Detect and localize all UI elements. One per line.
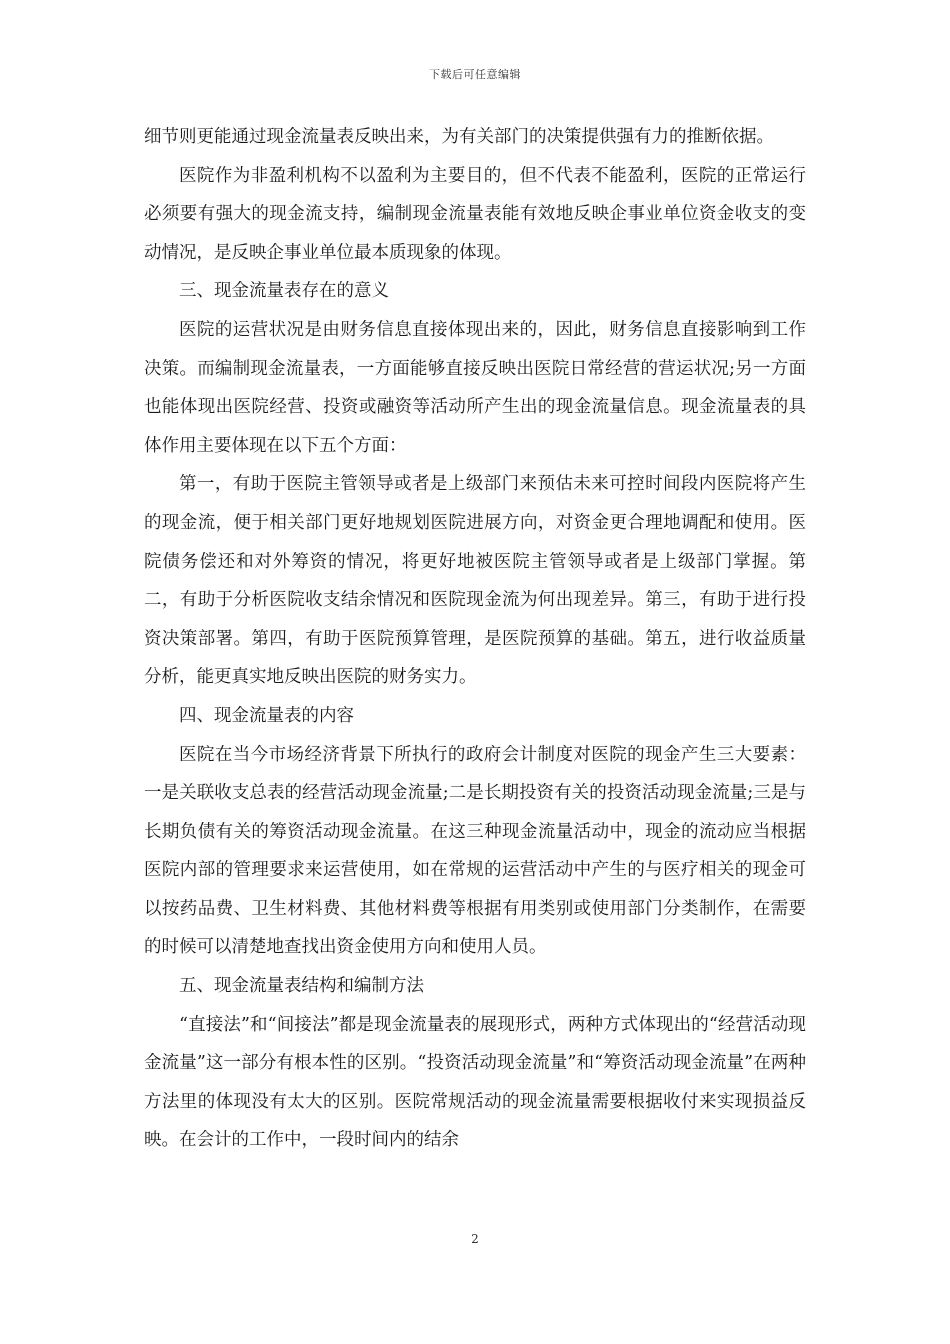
page-number: 2 xyxy=(471,1232,479,1246)
paragraph-4: 第一，有助于医院主管领导或者是上级部门来预估未来可控时间段内医院将产生的现金流，便于相关部门更好地规划医院进展方向，对资金更合理地调配和使用。医院债务偿还和对外筹资的情况，将更好地被医院主管领导或者是上级部门掌握。第二，有助于分析医院收支结余情况和医院现金流为何出现差异。第三，有助于进行投资决策部署。第四，有助于医院预算管理，是医院预算的基础。第五，进行收益质量分析，能更真实地反映出医院的财务实力。 xyxy=(144,474,806,688)
document-body xyxy=(144,118,806,1160)
section-heading-3: 三、现金流量表存在的意义 xyxy=(179,281,389,302)
paragraph-1: 细节则更能通过现金流量表反映出来，为有关部门的决策提供强有力的推断依据。 xyxy=(144,127,774,147)
section-heading-4: 四、现金流量表的内容 xyxy=(179,705,354,726)
paragraph-3: 医院的运营状况是由财务信息直接体现出来的，因此，财务信息直接影响到工作决策。而编制现金流量表，一方面能够直接反映出医院日常经营的营运状况;另一方面也能体现出医院经营、投资或融资等活动所产生出的现金流量信息。现金流量表的具体作用主要体现在以下五个方面： xyxy=(144,319,806,456)
page-header: 下载后可任意编辑 xyxy=(429,68,521,81)
paragraph-2: 医院作为非盈利机构不以盈利为主要目的，但不代表不能盈利，医院的正常运行必须要有强大的现金流支持，编制现金流量表能有效地反映企事业单位资金收支的变动情况，是反映企事业单位最本质现象的体现。 xyxy=(144,165,806,263)
paragraph-6: “直接法”和“间接法”都是现金流量表的展现形式，两种方式体现出的“经营活动现金流量”这一部分有根本性的区别。“投资活动现金流量”和“筹资活动现金流量”在两种方法里的体现没有太大的区别。医院常规活动的现金流量需要根据收付来实现损益反映。在会计的工作中，一段时间内的结余 xyxy=(144,1014,806,1151)
paragraph-5: 医院在当今市场经济背景下所执行的政府会计制度对医院的现金产生三大要素：一是关联收支总表的经营活动现金流量;二是长期投资有关的投资活动现金流量;三是与长期负债有关的筹资活动现金流量。在这三种现金流量活动中，现金的流动应当根据医院内部的管理要求来运营使用，如在常规的运营活动中产生的与医疗相关的现金可以按药品费、卫生材料费、其他材料费等根据有用类别或使用部门分类制作，在需要的时候可以清楚地查找出资金使用方向和使用人员。 xyxy=(144,744,806,958)
section-heading-5: 五、现金流量表结构和编制方法 xyxy=(179,976,424,997)
